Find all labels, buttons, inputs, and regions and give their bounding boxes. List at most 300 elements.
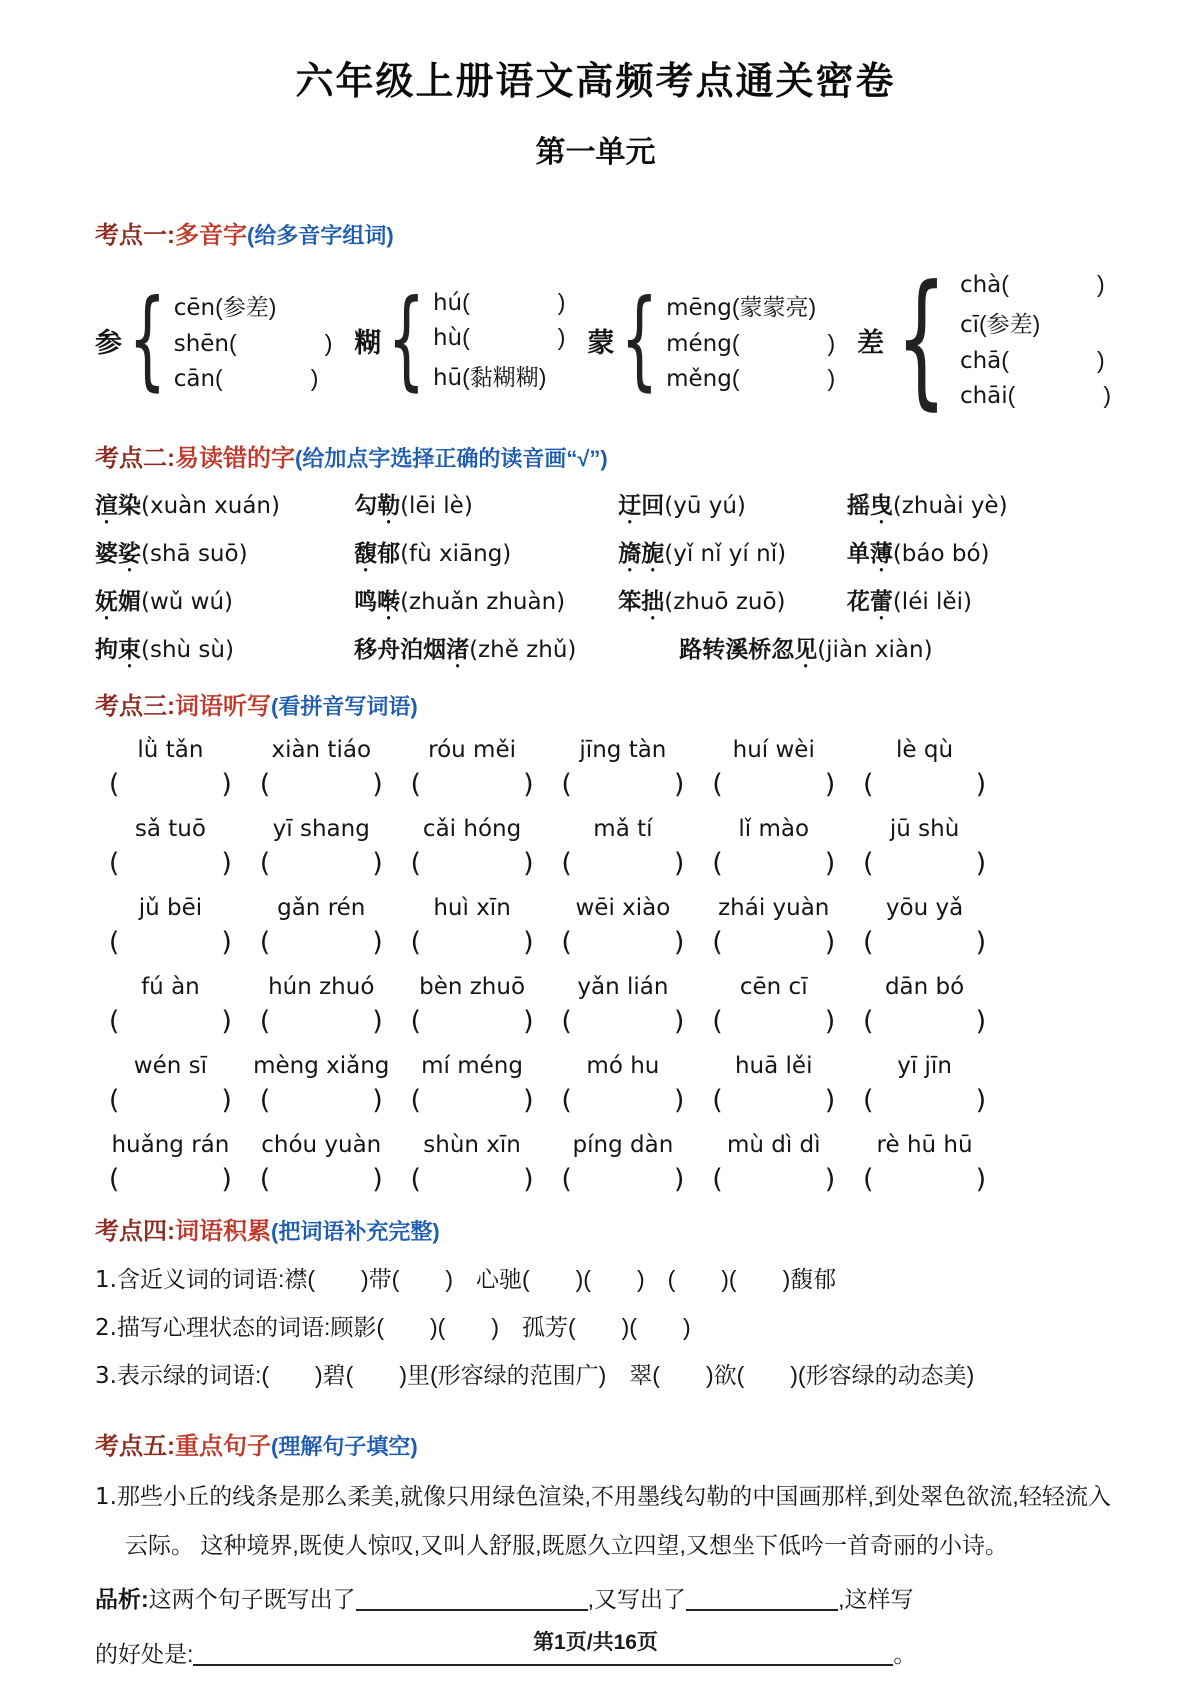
pinyin-word: rè hū hū [876,1132,973,1158]
hanzi-char: 笨 [618,588,642,614]
answer-paren [95,1164,246,1195]
paren-open: ( [215,293,223,320]
pinyin-options: (báo bó) [892,541,990,567]
pinyin-text: shēn [173,330,230,357]
answer-paren-row [95,848,1000,879]
analysis-label: 品析: [95,1586,149,1613]
analysis-end-mark: 。 [893,1640,917,1667]
answer-paren [246,1006,397,1037]
polyphone-group [95,277,333,403]
pinyin-row [95,974,1000,1000]
word-with-readings [618,583,847,616]
hanzi-char: 婆 [95,540,118,566]
word-with-readings [618,487,847,520]
word-with-readings [95,583,354,616]
hanzi-char: 花 [846,588,870,614]
pinyin-word: lè qù [896,737,954,763]
item-text: 含近义词的词语:襟( )带( ) 心驰( )( ) ( )( )馥郁 [116,1266,837,1292]
paren-open: ( [259,848,271,879]
paren-open: ( [108,1006,120,1037]
paren-open: ( [863,927,874,958]
pinyin-text: hú [432,289,463,316]
hanzi-char: 见 [794,636,818,662]
polyphone-entry [433,289,566,316]
paren-close: ) [221,1085,232,1116]
accumulation-item [95,1256,1111,1304]
paren-open: ( [712,848,723,879]
pinyin-word: mù dì dì [726,1132,821,1158]
brace-glyph: { [387,277,426,403]
item-number: 3. [95,1363,117,1390]
analysis-text: 这两个句子既写出了 [148,1586,356,1613]
paren-close: ) [1096,271,1105,297]
pinyin-word: yǎn lián [577,974,669,1000]
answer-paren-row [95,1085,1000,1116]
paren-close: ) [827,364,836,391]
section4-label: 考点四: [95,1218,175,1245]
answer-word: 参差 [222,293,269,320]
paren-close: ) [1032,311,1041,337]
pinyin-text: chā [959,348,1002,374]
paren-open: ( [108,1164,120,1195]
section5-note: (理解句子填空) [271,1434,418,1460]
brace-glyph: { [895,254,948,425]
paren-close: ) [557,323,566,350]
page-content [0,215,1191,1679]
pinyin-text: chāi [959,383,1008,409]
polyphone-entry [174,330,333,357]
pinyin-word: mó hu [586,1053,660,1079]
paren-open: ( [410,1085,422,1116]
paren-open: ( [863,1006,874,1037]
paren-close: ) [523,848,534,879]
answer-paren [246,927,397,958]
word-with-readings [354,583,618,616]
pinyin-word: cǎi hóng [422,816,522,842]
polyphone-group [354,277,566,403]
pinyin-word: yī shang [272,816,370,842]
pinyin-word: cēn cī [739,974,808,1000]
item-text: 描写心理状态的词语:顾影( )( ) 孤芳( )( ) [116,1314,691,1341]
pinyin-word: jū shù [889,816,960,842]
hanzi-word [679,636,817,662]
answer-paren [95,927,246,958]
paren-open: ( [1001,271,1009,297]
pinyin-word: huí wèi [732,737,815,763]
readings-row [95,631,1111,664]
paren-close: ) [827,329,836,356]
paren-open: ( [561,1164,572,1195]
pinyin-text: cān [173,365,216,392]
analysis-segments [149,1586,914,1612]
pinyin-options: (yū yú) [664,493,746,519]
hanzi-word [847,588,893,614]
item-number: 2. [95,1315,117,1342]
hanzi-char: 路 [679,636,703,662]
fill-blank [356,1585,588,1611]
answer-paren [397,1085,548,1116]
answer-paren [849,1164,1000,1195]
paren-close: ) [372,1085,383,1116]
paren-close: ) [221,848,232,879]
item-number: 1. [95,1484,117,1511]
pinyin-options: (jiàn xiàn) [817,637,933,663]
word-with-readings [354,535,618,568]
hanzi-char: 忽 [771,636,795,662]
paren-close: ) [673,1085,685,1116]
word-with-readings [95,487,354,520]
polyphone-entry [174,365,333,392]
pinyin-word: gǎn rén [277,895,366,921]
paren-close: ) [523,769,534,800]
pinyin-row [95,737,1000,763]
paren-close: ) [673,927,685,958]
polyphone-char: 蒙 [587,327,615,358]
pinyin-word: wēi xiào [575,895,671,921]
pinyin-word: zhái yuàn [718,895,830,921]
unit-subtitle: 第一单元 [535,136,656,169]
answer-paren [849,769,1000,800]
hanzi-char: 摇 [846,492,870,518]
hanzi-char: 曳 [869,492,893,518]
paren-close: ) [221,927,232,958]
paren-close: ) [324,329,333,356]
polyphone-entry [433,359,566,392]
analysis-text: ,又写出了 [587,1586,687,1613]
answer-paren [698,1085,849,1116]
paren-open: ( [410,1164,422,1195]
paren-close: ) [372,848,383,879]
pinyin-word: lǜ tǎn [137,737,204,763]
hanzi-char: 束 [118,636,141,662]
paren-open: ( [462,323,470,350]
readings-row [95,535,1111,568]
answer-paren [246,769,397,800]
answer-paren [95,848,246,879]
paren-open: ( [863,848,874,879]
polyphone-group [587,277,836,403]
hanzi-char: 郁 [377,540,401,566]
answer-word: 蒙蒙亮 [739,293,809,320]
hanzi-char: 桥 [748,636,772,662]
paren-close: ) [824,927,836,958]
answer-paren [547,927,698,958]
answer-paren [849,1006,1000,1037]
hanzi-char: 回 [641,492,665,518]
pinyin-text: chà [959,272,1002,298]
pinyin-word: dān bó [884,974,965,1000]
paren-open: ( [229,329,237,356]
hanzi-word [95,588,141,614]
paren-open: ( [561,927,572,958]
answer-paren [698,1006,849,1037]
hanzi-word [95,540,141,566]
word-with-readings [847,583,1111,616]
answer-paren [397,769,548,800]
hanzi-word [847,540,893,566]
pinyin-text: mēng [666,294,732,321]
paren-open: ( [108,1085,120,1116]
pinyin-row [95,1132,1000,1158]
answer-paren [547,1006,698,1037]
answer-paren-row [95,1006,1000,1037]
paren-close: ) [372,1164,383,1195]
answer-paren [698,1164,849,1195]
accumulation-item [95,1352,1111,1400]
dictation-grid [95,737,1000,1195]
hanzi-char: 移 [354,636,378,662]
pinyin-word: lǐ mào [738,816,810,842]
answer-paren [95,769,246,800]
hanzi-char: 旖 [618,540,642,566]
paren-open: ( [108,927,120,958]
answer-paren [547,769,698,800]
paren-close: ) [975,769,987,800]
hanzi-char: 媚 [118,588,141,614]
paren-open: ( [561,848,572,879]
page-footer: 第1页/共16页 [533,1631,658,1654]
pinyin-text: hū [432,364,463,391]
brace-glyph: { [620,277,659,403]
paren-close: ) [975,1006,987,1037]
key-sentence-item [95,1473,1111,1570]
paren-open: ( [561,769,572,800]
answer-paren [397,1164,548,1195]
hanzi-word [354,588,400,614]
paren-close: ) [824,1006,836,1037]
pinyin-word: bèn zhuō [419,974,526,1000]
paren-open: ( [863,1164,874,1195]
polyphone-entry [433,324,566,351]
paren-close: ) [372,1006,383,1037]
section3-label: 考点三: [95,693,175,720]
paren-open: ( [259,769,271,800]
pinyin-word: jǔ bēi [138,895,203,921]
hanzi-char: 烟 [423,636,447,662]
pinyin-text: méng [666,330,732,357]
polyphone-char: 参 [95,327,122,358]
pinyin-options: (xuàn xuán) [141,493,280,519]
paren-open: ( [259,1085,271,1116]
paren-open: ( [1001,347,1009,373]
hanzi-word [618,540,664,566]
section2-label: 考点二: [95,445,175,472]
paren-open: ( [731,364,740,391]
analysis-line2-prefix: 的好处是: [95,1640,194,1667]
hanzi-char: 啭 [377,588,401,614]
polyphone-entry [666,365,835,392]
fill-blank [686,1585,838,1611]
word-with-readings [354,631,679,664]
pinyin-row [95,1053,1000,1079]
polyphone-entries [174,289,333,392]
hanzi-char: 薄 [869,540,893,566]
pinyin-options: (fù xiāng) [400,541,512,567]
paren-close: ) [1096,347,1105,373]
paren-close: ) [557,288,566,315]
hanzi-char: 勒 [377,492,401,518]
paren-open: ( [259,1164,271,1195]
pinyin-options: (léi lěi) [892,589,972,615]
hanzi-char: 蕾 [869,588,893,614]
word-with-readings [95,535,354,568]
paren-close: ) [824,769,836,800]
answer-paren [547,848,698,879]
analysis-text: ,这样写 [838,1586,914,1613]
paren-close: ) [808,293,817,320]
polyphone-entry [666,330,835,357]
pinyin-word: hún zhuó [268,974,375,1000]
polyphone-group [857,254,1111,425]
paren-open: ( [712,1006,723,1037]
paren-open: ( [712,1085,723,1116]
paren-close: ) [268,293,277,320]
paren-close: ) [1103,382,1111,408]
section5-label: 考点五: [95,1433,175,1461]
polyphone-entry [960,382,1111,409]
answer-paren [246,1164,397,1195]
paren-close: ) [221,1006,232,1037]
paren-close: ) [975,1085,987,1116]
hanzi-char: 鸣 [354,588,378,614]
section5-header [95,1426,1111,1461]
hanzi-word [618,588,664,614]
answer-paren [698,769,849,800]
paren-open: ( [731,293,740,320]
pinyin-word: chóu yuàn [261,1132,382,1158]
paren-close: ) [673,1006,685,1037]
answer-word: 参差 [986,311,1033,337]
answer-paren-row [95,769,1000,800]
answer-paren [246,1085,397,1116]
paren-close: ) [523,1006,534,1037]
paren-close: ) [372,927,383,958]
paren-close: ) [523,1085,534,1116]
pinyin-options: (wǔ wú) [141,589,234,615]
polyphone-entry [960,271,1111,298]
paren-close: ) [824,1164,836,1195]
paren-close: ) [673,848,685,879]
section3-note: (看拼音写词语) [271,694,418,719]
pinyin-row [95,895,1000,921]
hanzi-char: 渚 [446,636,470,662]
paren-open: ( [712,769,723,800]
accumulation-item [95,1304,1111,1352]
page-title: 六年级上册语文高频考点通关密卷 [295,61,896,103]
paren-open: ( [561,1006,572,1037]
pinyin-word: xiàn tiáo [271,737,372,763]
pinyin-text: měng [666,365,732,392]
paren-open: ( [410,1006,422,1037]
pinyin-word: yōu yǎ [885,895,964,921]
word-with-readings [354,487,618,520]
section5-topic: 重点句子 [175,1433,271,1461]
paren-close: ) [673,1164,685,1195]
answer-paren [95,1006,246,1037]
paren-close: ) [523,927,534,958]
section2-header [95,438,1111,473]
hanzi-char: 渲 [95,492,118,518]
polyphone-entries [666,289,835,392]
pinyin-word: huā lěi [734,1053,813,1079]
hanzi-char: 拘 [95,636,118,662]
paren-open: ( [561,1085,572,1116]
item-text: 表示绿的词语:( )碧( )里(形容绿的范围广) 翠( )欲( )(形容绿的动态美) [116,1362,975,1389]
misread-word-rows [95,487,1111,664]
pinyin-word: mǎ tí [593,816,653,842]
readings-row [95,583,1111,616]
pinyin-options: (zhuài yè) [892,493,1008,519]
pinyin-word: shùn xīn [423,1132,521,1158]
pinyin-options: (lēi lè) [400,493,473,519]
section3-topic: 词语听写 [175,693,271,720]
item-number: 1. [95,1267,117,1293]
word-with-readings [847,487,1111,520]
passage-text: 那些小丘的线条是那么柔美,就像只用绿色渲染,不用墨线勾勒的中国画那样,到处翠色欲流,轻轻流入云际。 这种境界,既使人惊叹,又叫人舒服,既愿久立四望,又想坐下低吟一首奇丽的小诗。 [116,1483,1111,1559]
section4-note: (把词语补充完整) [271,1219,440,1244]
answer-paren [547,1085,698,1116]
answer-paren [849,1085,1000,1116]
paren-close: ) [538,363,547,390]
polyphone-entries [960,271,1111,409]
paren-open: ( [215,364,223,391]
polyphone-entry [960,347,1111,374]
answer-paren [698,927,849,958]
hanzi-char: 舟 [377,636,401,662]
pinyin-word: wén sī [133,1053,208,1079]
paren-open: ( [462,363,470,390]
paren-close: ) [975,848,987,879]
paren-open: ( [108,848,120,879]
polyphone-char: 差 [857,327,885,358]
answer-paren [698,848,849,879]
pinyin-options: (zhuǎn zhuàn) [400,589,566,615]
paren-close: ) [310,364,319,391]
pinyin-word: sǎ tuō [134,816,206,842]
polyphone-groups [95,254,1111,425]
answer-word: 黏糊糊 [469,363,539,390]
paren-open: ( [1007,382,1016,408]
section4-header [95,1211,1111,1246]
paren-close: ) [824,848,836,879]
pinyin-options: (zhuō zuō) [664,589,786,615]
pinyin-word: fú àn [141,974,200,1000]
paren-open: ( [712,927,723,958]
paren-open: ( [731,329,740,356]
brace-glyph: { [128,277,167,403]
paren-open: ( [410,848,422,879]
hanzi-char: 单 [846,540,870,566]
word-with-readings [95,631,354,664]
pinyin-word: róu měi [428,737,516,763]
hanzi-word [354,492,400,518]
hanzi-char: 勾 [354,492,378,518]
polyphone-entry [960,306,1111,339]
hanzi-word [618,492,664,518]
answer-paren [397,848,548,879]
pinyin-options: (shā suō) [141,541,248,567]
answer-paren-row [95,927,1000,958]
paren-close: ) [975,1164,987,1195]
pinyin-text: cēn [173,294,216,321]
paren-close: ) [221,769,232,800]
section2-topic: 易读错的字 [175,445,295,472]
paren-close: ) [221,1164,232,1195]
answer-paren-row [95,1164,1000,1195]
pinyin-text: hù [432,324,463,351]
hanzi-word [354,636,469,662]
paren-open: ( [863,769,874,800]
